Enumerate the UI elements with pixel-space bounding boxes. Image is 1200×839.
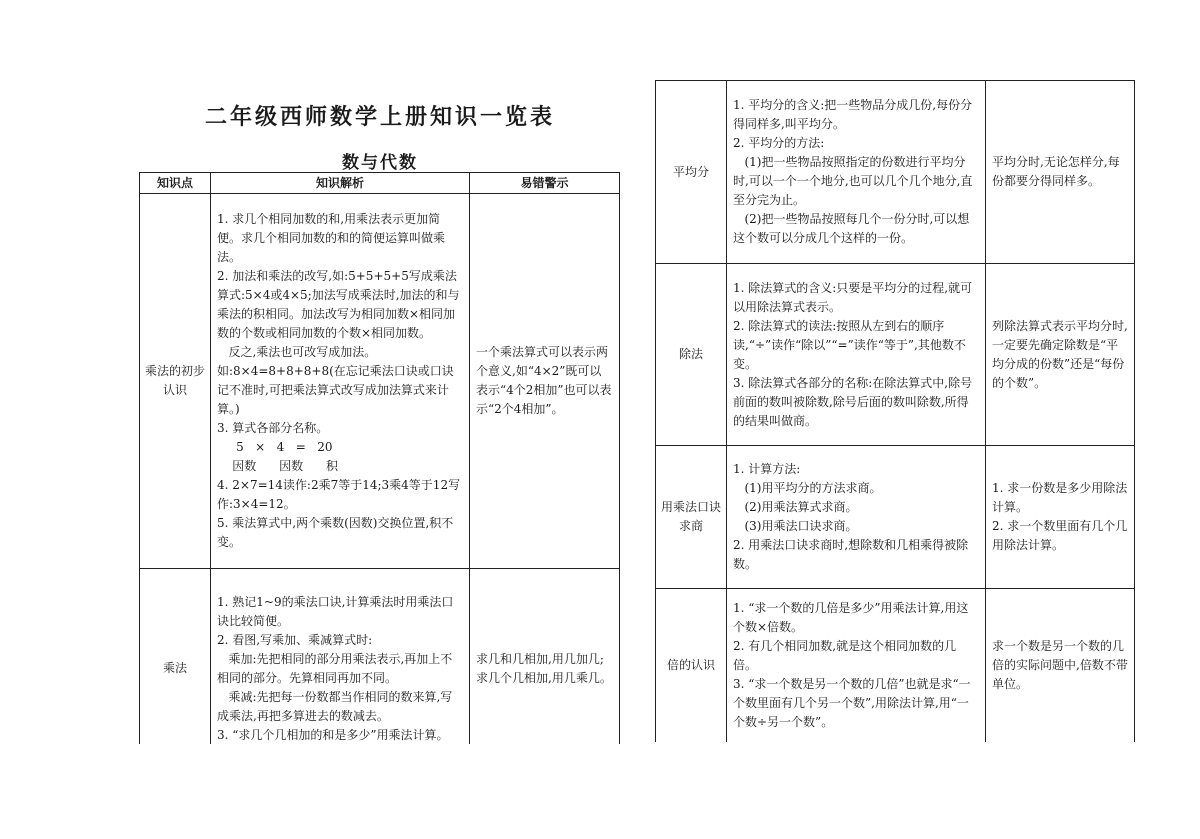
topic-cell: 平均分	[656, 81, 727, 264]
topic-cell: 倍的认识	[656, 589, 727, 743]
warning-cell	[986, 446, 1135, 589]
warning-text: 1. 求一份数是多少用除法计算。 2. 求一个数里面有几个几用除法计算。	[992, 481, 1128, 552]
analysis-cell	[727, 81, 986, 264]
analysis-cell	[727, 446, 986, 589]
analysis-text: 1. 求几个相同加数的和,用乘法表示更加简便。求几个相同加数的和的简便运算叫做乘法。 2. 加法和乘法的改写,如:5+5+5+5写成乘法算式:5×4或4×5;加法写成乘法时,加法的和与乘法的积相同。加法改写为相同加数×相同加数的个数或相同加数的个数×相同加数。 反之,乘法也可改写成加法。如:8×4=8+8+8+8(在忘记乘法口诀或口诀记不准时,可把乘法算式改写成加法算式来计算。) 3. 算式各部分名称。 5 × 4 = 20 因数 因数 积 4. 2×7=14读作:2乘7等于14;3乘4等于12写作:3×4=12。 5. 乘法算式中,两个乘数(因数)交换位置,积不变。	[217, 212, 461, 549]
analysis-text: 1. “求一个数的几倍是多少”用乘法计算,用这个数×倍数。 2. 有几个相同加数,就是这个相同加数的几倍。 3. “求一个数是另一个数的几倍”也就是求“一个数里面有几个另一个数”,用除法计算,用“一个数÷另一个数”。	[733, 601, 971, 729]
warning-text: 求几和几相加,用几加几; 求几个几相加,用几乘几。	[476, 651, 612, 685]
warning-text: 求一个数是另一个数的几倍的实际问题中,倍数不带单位。	[992, 639, 1128, 691]
analysis-cell	[727, 589, 986, 743]
analysis-cell	[727, 264, 986, 446]
analysis-text: 1. 计算方法: (1)用平均分的方法求商。 (2)用乘法算式求商。 (3)用乘法口诀求商。 2. 用乘法口诀求商时,想除数和几相乘得被除数。	[733, 462, 969, 571]
topic-cell: 除法	[656, 264, 727, 446]
analysis-text: 1. 除法算式的含义:只要是平均分的过程,就可以用除法算式表示。 2. 除法算式的读法:按照从左到右的顺序读,“÷”读作“除以”“=”读作“等于”,其他数不变。 3. 除法算式各部分的名称:在除法算式中,除号前面的数叫被除数,除号后面的数叫除数,所得的结果叫做商。	[733, 280, 973, 428]
warning-text: 一个乘法算式可以表示两个意义,如“4×2”既可以表示“4个2相加”也可以表示“2个4相加”。	[476, 345, 612, 416]
section-subtitle: 数与代数	[342, 153, 418, 173]
header-warning: 易错警示	[470, 173, 620, 194]
warning-cell	[986, 264, 1135, 446]
header-topic: 知识点	[140, 173, 211, 194]
warning-cell	[986, 589, 1135, 743]
table-row	[656, 589, 1135, 743]
topic-cell: 乘法的初步认识	[140, 194, 211, 569]
warning-text: 列除法算式表示平均分时,一定要先确定除数是“平均分成的份数”还是“每份的个数”。	[992, 318, 1128, 390]
right-knowledge-table	[655, 80, 1135, 742]
warning-text: 平均分时,无论怎样分,每份都要分得同样多。	[992, 155, 1120, 188]
topic-cell: 乘法	[140, 569, 211, 745]
warning-cell	[986, 81, 1135, 264]
table-row	[656, 446, 1135, 589]
table-row	[656, 81, 1135, 264]
analysis-text: 1. 熟记1~9的乘法口诀,计算乘法时用乘法口诀比较简便。 2. 看图,写乘加、乘减算式时: 乘加:先把相同的部分用乘法表示,再加上不相同的部分。先算相同再加不同。 乘减:先把每一份数都当作相同的数来算,写成乘法,再把多算进去的数减去。 3. “求几个几相加的和是多少”用乘法计算。	[217, 594, 454, 742]
analysis-text: 1. 平均分的含义:把一些物品分成几份,每份分得同样多,叫平均分。 2. 平均分的方法: (1)把一些物品按照指定的份数进行平均分时,可以一个一个地分,也可以几个几个地分,直至分完为止。 (2)把一些物品按照每几个一份分时,可以想这个数可以分成几个这样的一份。	[733, 98, 973, 245]
topic-cell: 用乘法口诀求商	[656, 446, 727, 589]
header-analysis: 知识解析	[211, 173, 470, 194]
page-title: 二年级西师数学上册知识一览表	[204, 104, 555, 130]
table-row	[656, 264, 1135, 446]
